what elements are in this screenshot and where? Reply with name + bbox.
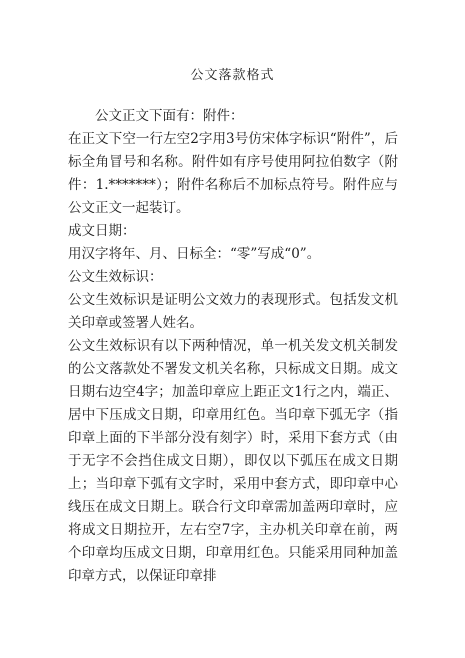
paragraph-seal-rules: 公文生效标识有以下两种情况，单一机关发文机关制发的公文落款处不署发文机关名称，只标成文日期。成文日期右边空4字；加盖印章应上距正文1行之内，端正、居中下压成文日期，印章用红色。当印章下弧无字（指印章上面的下半部分没有刻字）时，采用下套方式（由于无字不会挡住成文日期），即仅以下弧压在成文日期上；当印章下弧有文字时，采用中套方式，即印章中心线压在成文日期上。联合行文印章需加盖两印章时，应将成文日期拉开，左右空7字，主办机关印章在前，两个印章均压成文日期，印章用红色。只能采用同种加盖印章方式，以保证印章排 (68, 338, 398, 584)
paragraph-seal-definition: 公文生效标识是证明公文效力的表现形式。包括发文机关印章或签署人姓名。 (68, 292, 398, 331)
paragraph-date-rule: 用汉字将年、月、日标全：“零”写成“0”。 (68, 246, 321, 262)
paragraph-attachment-heading: 公文正文下面有：附件： (95, 108, 244, 124)
paragraph-seal-heading: 公文生效标识： (68, 269, 163, 285)
paragraph-date-heading: 成文日期： (68, 223, 136, 239)
paragraph-attachment-rule: 在正文下空一行左空2字用3号仿宋体字标识“附件”，后标全角冒号和名称。附件如有序号使用阿拉伯数字（附件：1.*******）；附件名称后不加标点符号。附件应与公文正文一起装订。 (68, 131, 398, 216)
document-body (68, 105, 398, 588)
page-title: 公文落款格式 (190, 68, 275, 83)
